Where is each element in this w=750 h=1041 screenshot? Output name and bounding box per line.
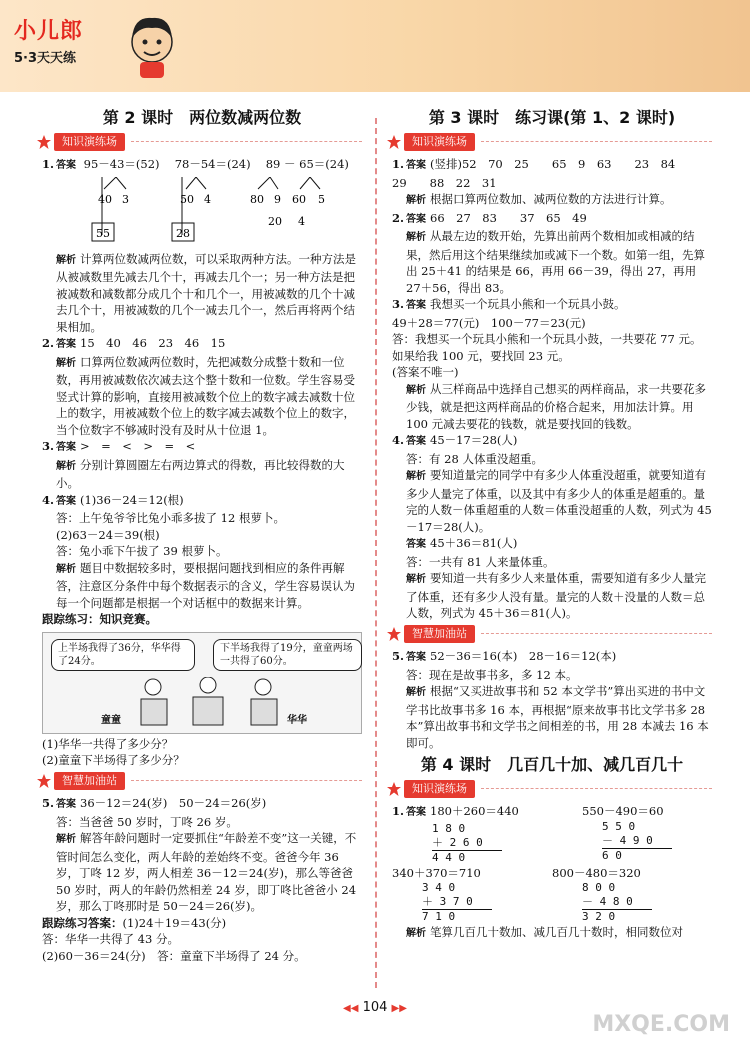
contest-illustration (42, 632, 362, 734)
section-band-practice (386, 780, 712, 799)
section-label: 智慧加油站 (404, 625, 475, 644)
right-column (392, 110, 712, 943)
lesson4-title: 第 4 课时 几百几十加、减几百几十 (420, 755, 684, 774)
calc-2: 550－490＝60 5 5 0 － 4 9 0 6 0 (552, 803, 712, 865)
q1-s3c: 60 (292, 192, 306, 206)
l4-explain: 解析 笔算几百几十数加、减几百几十数时，相同数位对 (406, 925, 683, 939)
r-q3-answer-3: 答：我想买一个玩具小熊和一个玩具小鼓，一共要花 77 元。如果给我 100 元，要找回 23 元。 (392, 332, 702, 363)
section-label: 知识演练场 (404, 133, 475, 152)
brand-title: 小儿郎 (14, 19, 84, 44)
r-q2-answer: 2. 答案 66 27 83 37 65 49 (392, 210, 587, 225)
follow-answer-2: (2)60－36＝24(分) 答：童童下半场得了 24 分。 (42, 948, 306, 963)
follow-answer: 跟踪练习答案：(1)24＋19＝43(分) (42, 915, 227, 930)
r-q3-answer: 3. 答案 我想买一个玩具小熊和一个玩具小鼓。 (392, 297, 626, 311)
calc-2-rows: 5 5 0 － 4 9 0 6 0 (552, 820, 712, 863)
q1-explain: 解析 计算两位数减两位数，可以采取两种方法。一种方法是从被减数里先减去几个十，再减去几个一；另一种方法是把被减数和减数都分成几个十和几个一，用被减数的几个十减去几个十，用被减数的几个一减去几个一，然后再将两个结果相加。 (56, 251, 356, 334)
follow-answer-1b: 答：华华一共得了 43 分。 (42, 932, 179, 946)
q1-eq2: 78－54＝(24) (174, 157, 251, 171)
q5-answer: 5. 答案 36－12＝24(岁) 50－24＝26(岁) (42, 796, 267, 810)
q2-explain: 解析 口算两位数减两位数时，先把减数分成整十数和一位数，再用被减数依次减去这个整十数和一位数。学生容易受竖式计算的影响，直接用被减数个位上的数字减去减数十位上的数字，用被减数个位上的数字减去减数个位上的数字，当个位数字不够减时没有及时从十位退 1。 (56, 354, 355, 437)
next-arrow-icon: ▶▶ (391, 1003, 407, 1014)
follow-up-title: 跟踪练习：知识竞赛。 (42, 612, 157, 626)
star-icon (386, 626, 402, 642)
calc-1: 1. 答案 180＋260＝440 1 8 0 ＋ 2 6 0 4 4 0 (392, 803, 552, 865)
left-column (42, 110, 362, 964)
section-label: 知识演练场 (54, 133, 125, 152)
q1-b3b: 4 (298, 214, 305, 228)
q4-answer: 4. 答案 (1)36－24＝12(根) (42, 492, 184, 507)
q1-s1a: 40 (98, 192, 112, 206)
calc-4: 800－480＝320 8 0 0 － 4 8 0 3 2 0 (552, 865, 712, 925)
r-q1-answer-2: 29 88 22 31 (392, 175, 497, 190)
r-q3-note: (答案不唯一) (392, 365, 459, 379)
r-q4-explain-1: 解析 要知道量完的同学中有多少人体重没超重，就要知道有多少人量完了体重，以及其中有多少人的体重是超重的。量完的人数－体重超重的人数＝体重没超重的人数，列式为 45－17＝28(人)。 (406, 468, 712, 534)
band-rule (131, 780, 362, 781)
follow-q2: (2)童童下半场得了多少分？ (42, 753, 185, 767)
q1-s1b: 3 (122, 192, 129, 206)
q1-box2: 28 (176, 226, 190, 240)
q4-answer-2: (2)63－24＝39(根) (56, 527, 160, 542)
kid-label-tongtong: 童童 (101, 714, 121, 726)
q2-answer: 2. 答案 15 40 46 23 46 15 (42, 336, 226, 350)
r-q5-answer: 5. 答案 52－36＝16(本) 28－16＝12(本) (392, 649, 617, 663)
r-q5-answer-b: 答：现在是故事书多，多 12 本。 (406, 667, 578, 682)
q4-explain: 解析 题目中数据较多时，要根据问题找到相应的条件再解答，注意区分条件中每个数据表示的含义，学生容易误认为每一个问题都是根据一个对话框中的数据来计算。 (56, 560, 355, 610)
speech-bubble-1: 上半场我得了36分，华华得了24分。 (51, 639, 195, 671)
q1-split-diagram (62, 177, 352, 247)
q5-explain: 解析 解答年龄问题时一定要抓住“年龄差不变”这一关键，不管时间怎么变化，两人年龄的差始终不变。爸爸今年 36 岁，丁咚 12 岁，两人相差 36－12＝24(岁)，那么等爸爸 50 岁时，两人的年龄仍然相差 24 岁，即丁咚比爸爸小 24 岁，那么丁咚那时是 50－24＝26(岁)。 (56, 831, 357, 913)
q1-eq1: 95－43＝(52) (83, 157, 160, 171)
mascot-icon (124, 10, 180, 80)
calc-1-rows: 1 8 0 ＋ 2 6 0 4 4 0 (392, 822, 552, 865)
band-rule (131, 141, 362, 142)
watermark: MXQE.COM (592, 1012, 730, 1037)
section-band-practice (36, 133, 362, 152)
r-q4-answer-2: 答案 45＋36＝81(人) (406, 536, 518, 550)
q1-box1: 55 (96, 226, 110, 240)
r-q4-answer-2b: 答：一共有 81 人来量体重。 (406, 554, 555, 569)
q1-s2b: 4 (204, 192, 211, 206)
q1-s3d: 5 (318, 192, 325, 206)
r-q1-answer: 1. 答案 (竖排)52 70 25 65 9 63 23 84 (392, 157, 676, 171)
q3-explain: 解析 分别计算圆圈左右两边算式的得数，再比较得数的大小。 (56, 457, 345, 490)
brand-subtitle: 5·3天天练 (14, 51, 77, 66)
q4-answer-1b: 答：上午兔爷爷比兔小乖多拔了 12 根萝卜。 (56, 511, 285, 525)
lesson2-title: 第 2 课时 两位数减两位数 (102, 108, 302, 127)
section-label: 知识演练场 (404, 780, 475, 799)
brand-logo (14, 14, 83, 66)
band-rule (481, 141, 712, 142)
section-band-bonus (386, 625, 712, 644)
kids-at-podiums-icon (133, 677, 283, 727)
q1-s3a: 80 (250, 192, 264, 206)
r-q4-answer-1b: 答：有 28 人体重没超重。 (406, 451, 543, 466)
q1-answer-line: 1. 答案 95－43＝(52) 78－54＝(24) 89 － 65＝(24) (42, 157, 349, 171)
q1-b3a: 20 (268, 214, 282, 228)
lesson3-title: 第 3 课时 练习课(第 1、2 课时) (428, 108, 676, 127)
calc-3: 340＋370＝710 3 4 0 ＋ 3 7 0 7 1 0 (392, 865, 552, 925)
prev-arrow-icon: ◀◀ (343, 1003, 359, 1014)
column-divider (375, 118, 377, 988)
r-q3-explain: 解析 从三样商品中选择自己想买的两样商品，求一共要花多少钱，就是把这两样商品的价格合起来，用加法计算。用 100 元减去要花的钱数，就是要找回的钱数。 (406, 381, 706, 431)
q1-s2a: 50 (180, 192, 194, 206)
q1-s3b: 9 (274, 192, 281, 206)
section-label: 智慧加油站 (54, 772, 125, 791)
calc-4-rows: 8 0 0 － 4 8 0 3 2 0 (552, 881, 712, 924)
star-icon (36, 134, 52, 150)
section-band-practice (386, 133, 712, 152)
vertical-calcs (392, 803, 712, 924)
r-q3-answer-2: 49＋28＝77(元) 100－77＝23(元) (392, 315, 586, 330)
speech-bubble-2: 下半场我得了19分，童童两场一共得了60分。 (213, 639, 362, 671)
q5-answer-b: 答：当爸爸 50 岁时，丁咚 26 岁。 (56, 814, 238, 829)
star-icon (386, 134, 402, 150)
section-band-bonus (36, 772, 362, 791)
r-q4-answer: 4. 答案 45－17＝28(人) (392, 433, 518, 447)
band-rule (481, 633, 712, 634)
follow-q1: (1)华华一共得了多少分？ (42, 736, 174, 751)
page-header (0, 0, 750, 92)
r-q1-explain: 解析 根据口算两位数加、减两位数的方法进行计算。 (406, 192, 672, 206)
band-rule (481, 788, 712, 789)
kid-label-huahua: 华华 (287, 714, 307, 726)
q3-answer: 3. 答案 > = < > = < (42, 439, 196, 453)
r-q2-explain: 解析 从最左边的数开始，先算出前两个数相加或相减的结果，然后用这个结果继续加或减下一个数。如第一组，先算出 25＋41 的结果是 66，再用 66－39，得出 27，再用 27＋56，得出 83。 (406, 229, 705, 295)
star-icon (386, 781, 402, 797)
q4-answer-2b: 答：兔小乖下午拔了 39 根萝卜。 (56, 544, 228, 558)
r-q5-explain: 解析 根据“又买进故事书和 52 本文学书”算出买进的书中文学书比故事书多 16 本，再根据“原来故事书比文学书多 28 本”算出故事书和文学书之间相差的书，用 28 本减去 16 本即可。 (406, 684, 709, 750)
star-icon (36, 773, 52, 789)
r-q4-explain-2: 解析 要知道一共有多少人来量体重，需要知道有多少人量完了体重，还有多少人没有量。量完的人数＋没量的人数＝总人数，列式为 45＋36＝81(人)。 (406, 571, 706, 620)
page-number: 104 (362, 1000, 388, 1015)
calc-3-rows: 3 4 0 ＋ 3 7 0 7 1 0 (392, 881, 552, 924)
q1-eq3: 89 － 65＝(24) (265, 157, 349, 171)
